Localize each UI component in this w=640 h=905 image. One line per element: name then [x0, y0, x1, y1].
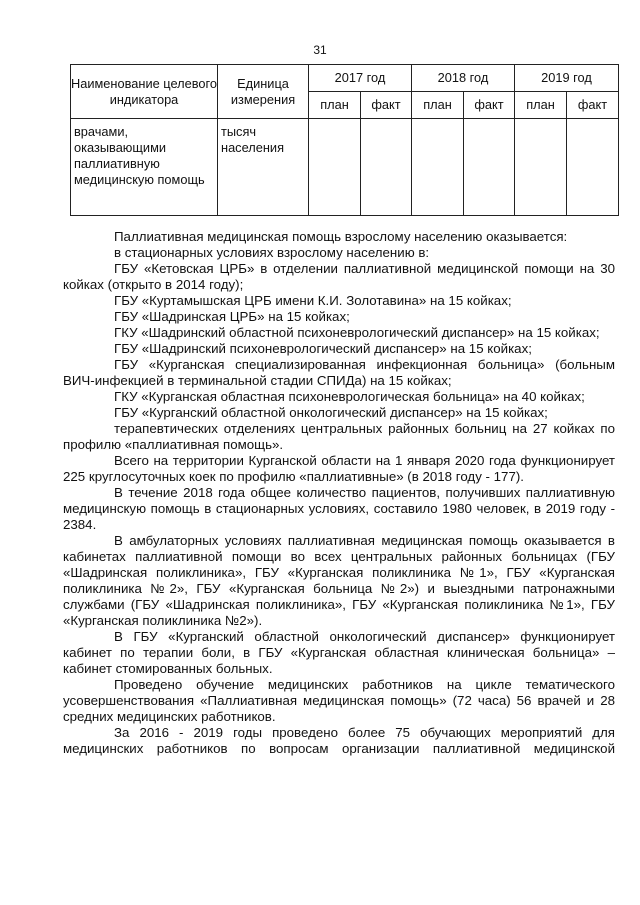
paragraph: ГКУ «Курганская областная психоневрологическая больница» на 40 койках;: [114, 389, 585, 404]
paragraph: терапевтических отделениях центральных районных больниц на 27 койках по профилю «паллиативная помощь».: [63, 421, 615, 452]
paragraph: ГБУ «Шадринская ЦРБ» на 15 койках;: [114, 309, 350, 324]
table-header-row: [71, 65, 619, 92]
header-year-2017: 2017 год: [309, 65, 412, 92]
table-row: [71, 119, 619, 216]
header-plan-2017: план: [309, 92, 361, 119]
paragraph: ГБУ «Куртамышская ЦРБ имени К.И. Золотавина» на 15 койках;: [114, 293, 512, 308]
row-value-plan-2019: [515, 119, 567, 216]
paragraph: В течение 2018 года общее количество пациентов, получивших паллиативную медицинскую помощь в стационарных условиях, составило 1980 человек, в 2019 году - 2384.: [63, 485, 615, 532]
row-unit: тысяч населения: [218, 119, 309, 216]
header-indicator: Наименование целевого индикатора: [71, 65, 218, 119]
header-year-2019: 2019 год: [515, 65, 619, 92]
row-value-fact-2019: [567, 119, 619, 216]
header-fact-2018: факт: [464, 92, 515, 119]
header-fact-2019: факт: [567, 92, 619, 119]
header-unit: Единица измерения: [218, 65, 309, 119]
paragraph: В амбулаторных условиях паллиативная медицинская помощь оказывается в кабинетах паллиативной помощи во всех центральных районных больницах (ГБУ «Шадринская поликлиника», ГБУ «Курганская поликлиника №1», ГБУ «Курганская поликлиника №2», ГБУ «Курганская больница №2») и выездными патронажными службами (ГБУ «Шадринская поликлиника», ГБУ «Курганская поликлиника №1», ГБУ «Курганская поликлиника №2»).: [63, 533, 615, 628]
paragraph: В ГБУ «Курганский областной онкологический диспансер» функционирует кабинет по терапии боли, в ГБУ «Курганская областная клиническая больница» – кабинет стомированных больных.: [63, 629, 615, 676]
row-indicator: врачами, оказывающими паллиативную медицинскую помощь: [71, 119, 218, 216]
paragraph: ГБУ «Шадринский психоневрологический диспансер» на 15 койках;: [114, 341, 532, 356]
paragraph: ГКУ «Шадринский областной психоневрологический диспансер» на 15 койках;: [114, 325, 600, 340]
header-fact-2017: факт: [361, 92, 412, 119]
header-plan-2019: план: [515, 92, 567, 119]
paragraph: Всего на территории Курганской области на 1 января 2020 года функционирует 225 круглосуточных коек по профилю «паллиативные» (в 2018 году - 177).: [63, 453, 615, 484]
row-value-fact-2018: [464, 119, 515, 216]
body-text: [63, 229, 615, 757]
row-value-fact-2017: [361, 119, 412, 216]
paragraph: Проведено обучение медицинских работников на цикле тематического усовершенствования «Паллиативная медицинская помощь» (72 часа) 56 врачей и 28 средних медицинских работников.: [63, 677, 615, 724]
paragraph: За 2016 - 2019 годы проведено более 75 обучающих мероприятий для медицинских работников по вопросам организации паллиативной медицинской: [63, 725, 615, 756]
paragraph: ГБУ «Курганская специализированная инфекционная больница» (больным ВИЧ-инфекцией в терминальной стадии СПИДа) на 15 койках;: [63, 357, 615, 388]
page-number: 31: [313, 43, 327, 57]
indicator-table: [70, 64, 619, 216]
paragraph: ГБУ «Кетовская ЦРБ» в отделении паллиативной медицинской помощи на 30 койках (открыто в 2014 году);: [63, 261, 615, 292]
paragraph: ГБУ «Курганский областной онкологический диспансер» на 15 койках;: [114, 405, 548, 420]
row-value-plan-2018: [412, 119, 464, 216]
paragraph: в стационарных условиях взрослому населению в:: [114, 245, 430, 260]
row-value-plan-2017: [309, 119, 361, 216]
header-year-2018: 2018 год: [412, 65, 515, 92]
paragraph: Паллиативная медицинская помощь взрослому населению оказывается:: [114, 229, 568, 244]
header-plan-2018: план: [412, 92, 464, 119]
